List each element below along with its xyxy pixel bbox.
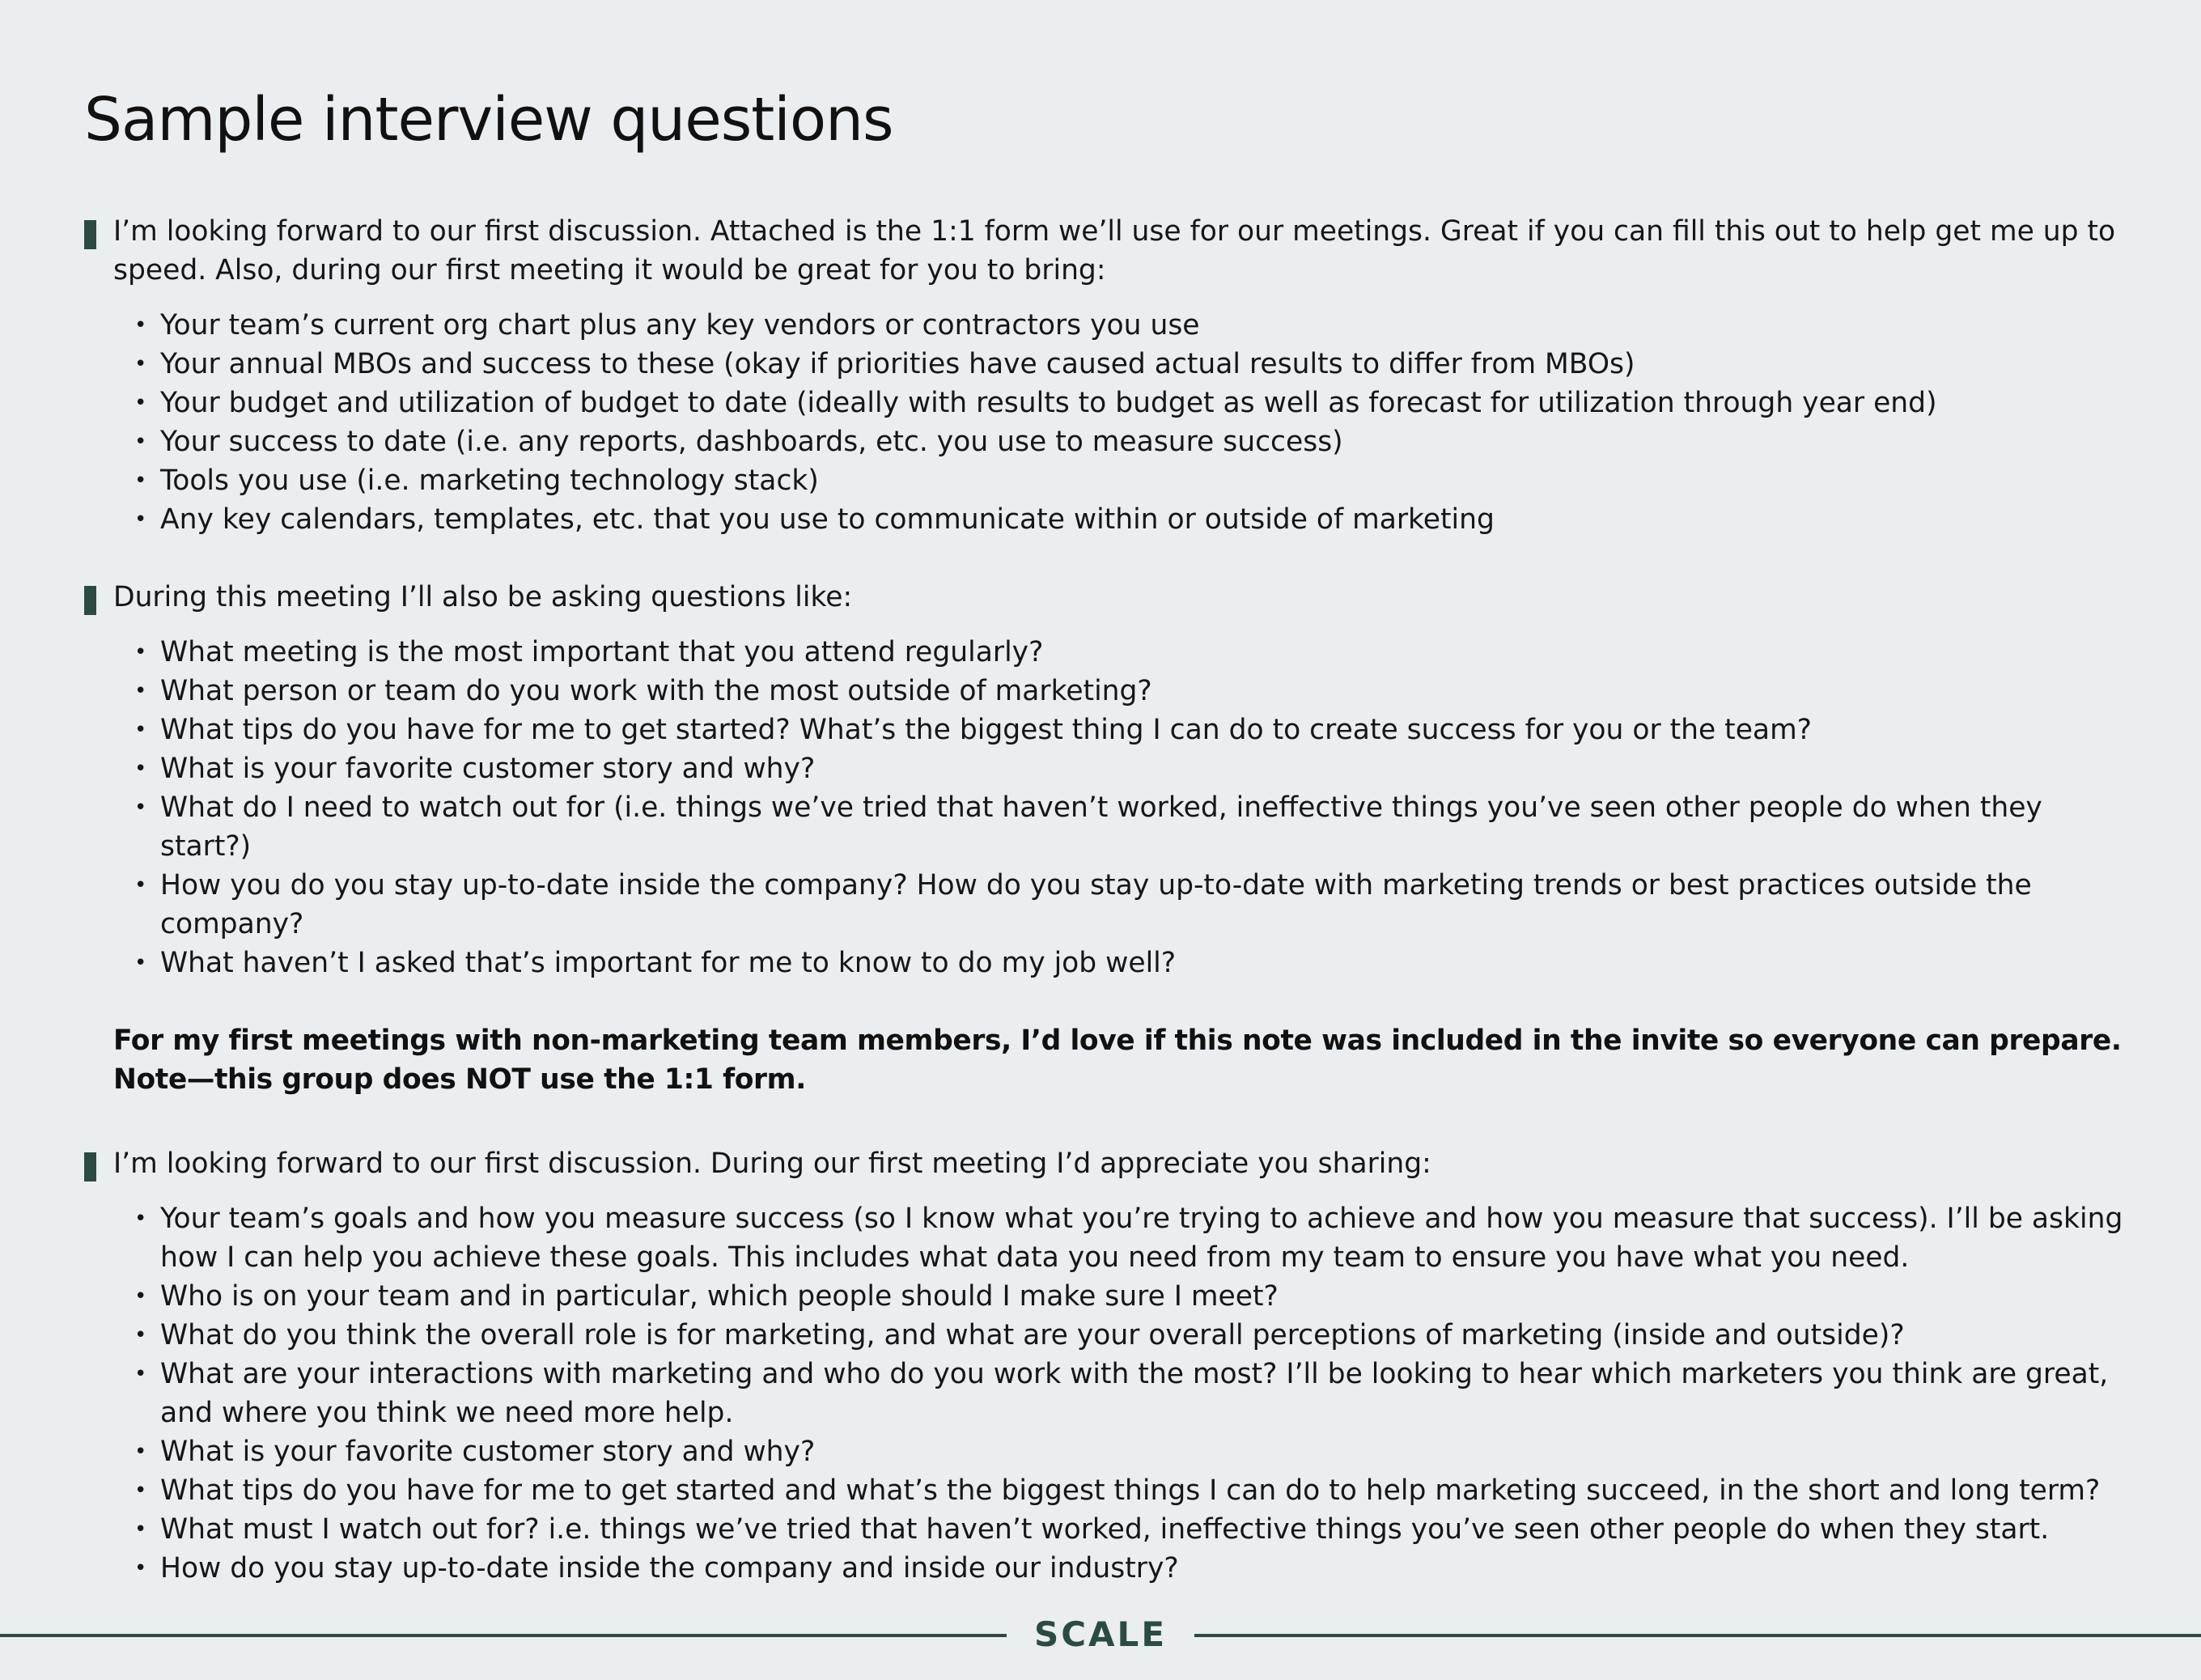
list-item-text: Your team’s goals and how you measure success (so I know what you’re trying to achieve and how you measure that success). I’ll be asking how I can help you achieve these goals. This includes what data you need from my team to ensure you have what you need. — [160, 1203, 2123, 1274]
bullet-icon: • — [134, 718, 147, 742]
bullet-icon: • — [134, 873, 147, 897]
list-item — [134, 500, 2140, 539]
list-item-text: Who is on your team and in particular, which people should I make sure I meet? — [160, 1280, 1279, 1313]
list-item — [134, 672, 2140, 711]
bullet-icon: • — [134, 430, 147, 454]
list-item — [134, 422, 2140, 461]
list-item-text: Tools you use (i.e. marketing technology stack) — [160, 465, 819, 497]
list-item-text: What do I need to watch out for (i.e. things we’ve tried that haven’t worked, ineffective things you’ve seen other people do when they start?) — [160, 791, 2042, 863]
list-item-text: Your annual MBOs and success to these (okay if priorities have caused actual results to differ from MBOs) — [160, 348, 1635, 380]
bold-note: For my first meetings with non-marketing team members, I’d love if this note was included in the invite so everyone can prepare. Note—this group does NOT use the 1:1 form. — [113, 1025, 2122, 1096]
bullet-icon: • — [134, 1323, 147, 1347]
bullet-icon: • — [134, 1517, 147, 1542]
bullet-icon: • — [134, 1556, 147, 1580]
section-non-marketing-questions — [84, 1144, 2140, 1588]
page-title: Sample interview questions — [84, 85, 893, 155]
section-intro-text: I’m looking forward to our first discussion. Attached is the 1:1 form we’ll use for our meetings. Great if you can fill this out to help get me up to speed. Also, during our first meeting it would be great for you to bring: — [113, 215, 2116, 286]
bullet-icon: • — [134, 507, 147, 532]
list-item — [134, 1549, 2140, 1588]
section-intro — [113, 1144, 2140, 1183]
list-item — [134, 1316, 2140, 1355]
section-intro — [113, 212, 2140, 290]
bullet-icon: • — [134, 1284, 147, 1309]
document-body — [84, 212, 2140, 1588]
list-item — [134, 944, 2140, 982]
footer — [0, 1610, 2201, 1659]
bullet-icon: • — [134, 1207, 147, 1231]
list-item-text: How do you stay up-to-date inside the company and inside our industry? — [160, 1552, 1179, 1585]
list-item — [134, 749, 2140, 788]
list-item-text: What meeting is the most important that you attend regularly? — [160, 636, 1044, 668]
list-item-text: Any key calendars, templates, etc. that you use to communicate within or outside of marketing — [160, 503, 1495, 536]
list-item-text: Your success to date (i.e. any reports, dashboards, etc. you use to measure success) — [160, 426, 1343, 458]
bullet-list — [113, 1199, 2140, 1588]
list-item — [134, 866, 2140, 944]
section-intro-text: I’m looking forward to our first discussion. During our first meeting I’d appreciate you sharing: — [113, 1148, 1431, 1180]
list-item-text: How you do you stay up-to-date inside the company? How do you stay up-to-date with marketing trends or best practices outside the company? — [160, 869, 2032, 940]
list-item — [134, 345, 2140, 384]
bullet-icon: • — [134, 1440, 147, 1464]
list-item — [134, 1510, 2140, 1549]
list-item-text: What person or team do you work with the most outside of marketing? — [160, 675, 1152, 707]
section-intro-text: During this meeting I’ll also be asking questions like: — [113, 581, 853, 613]
list-item-text: What do you think the overall role is for marketing, and what are your overall perceptions of marketing (inside and outside)? — [160, 1319, 1905, 1351]
footer-divider-left — [0, 1634, 1007, 1637]
bullet-icon: • — [134, 469, 147, 493]
bullet-icon: • — [134, 757, 147, 781]
list-item — [134, 633, 2140, 672]
bullet-list — [113, 633, 2140, 982]
list-item-text: What tips do you have for me to get started? What’s the biggest thing I can do to create success for you or the team? — [160, 714, 1812, 746]
bullet-icon: • — [134, 313, 147, 337]
list-item — [134, 1432, 2140, 1471]
bullet-icon: • — [134, 1362, 147, 1386]
bullet-icon: • — [134, 640, 147, 664]
bullet-icon: • — [134, 352, 147, 376]
scale-logo: SCALE — [1033, 1614, 1168, 1654]
list-item-text: What tips do you have for me to get started and what’s the biggest things I can do to help marketing succeed, in the short and long term? — [160, 1474, 2101, 1507]
list-item-text: What are your interactions with marketing and who do you work with the most? I’ll be looking to hear which marketers you think are great, and where you think we need more help. — [160, 1358, 2109, 1429]
section-prep-materials — [84, 212, 2140, 539]
bullet-icon: • — [134, 951, 147, 975]
list-item — [134, 1277, 2140, 1316]
list-item-text: What haven’t I asked that’s important for me to know to do my job well? — [160, 947, 1177, 979]
list-item — [134, 1355, 2140, 1432]
bullet-list — [113, 306, 2140, 539]
list-item-text: What is your favorite customer story and why? — [160, 1436, 816, 1468]
list-item-text: What must I watch out for? i.e. things we’ve tried that haven’t worked, ineffective things you’ve seen other people do when they start. — [160, 1513, 2050, 1546]
bullet-icon: • — [134, 391, 147, 415]
list-item-text: Your budget and utilization of budget to date (ideally with results to budget as well as forecast for utilization through year end) — [160, 387, 1937, 419]
list-item — [134, 306, 2140, 345]
list-item — [134, 711, 2140, 749]
section-marker — [84, 586, 96, 615]
list-item — [134, 1471, 2140, 1510]
bullet-icon: • — [134, 795, 147, 820]
section-meeting-questions — [84, 578, 2140, 982]
section-marker — [84, 1152, 96, 1182]
footer-divider-right — [1194, 1634, 2201, 1637]
list-item — [134, 384, 2140, 422]
bullet-icon: • — [134, 679, 147, 703]
list-item — [134, 461, 2140, 500]
list-item-text: What is your favorite customer story and why? — [160, 753, 816, 785]
bullet-icon: • — [134, 1478, 147, 1503]
list-item — [134, 1199, 2140, 1277]
list-item — [134, 788, 2140, 866]
section-intro — [113, 578, 2140, 617]
list-item-text: Your team’s current org chart plus any key vendors or contractors you use — [160, 309, 1200, 342]
section-marker — [84, 220, 96, 249]
